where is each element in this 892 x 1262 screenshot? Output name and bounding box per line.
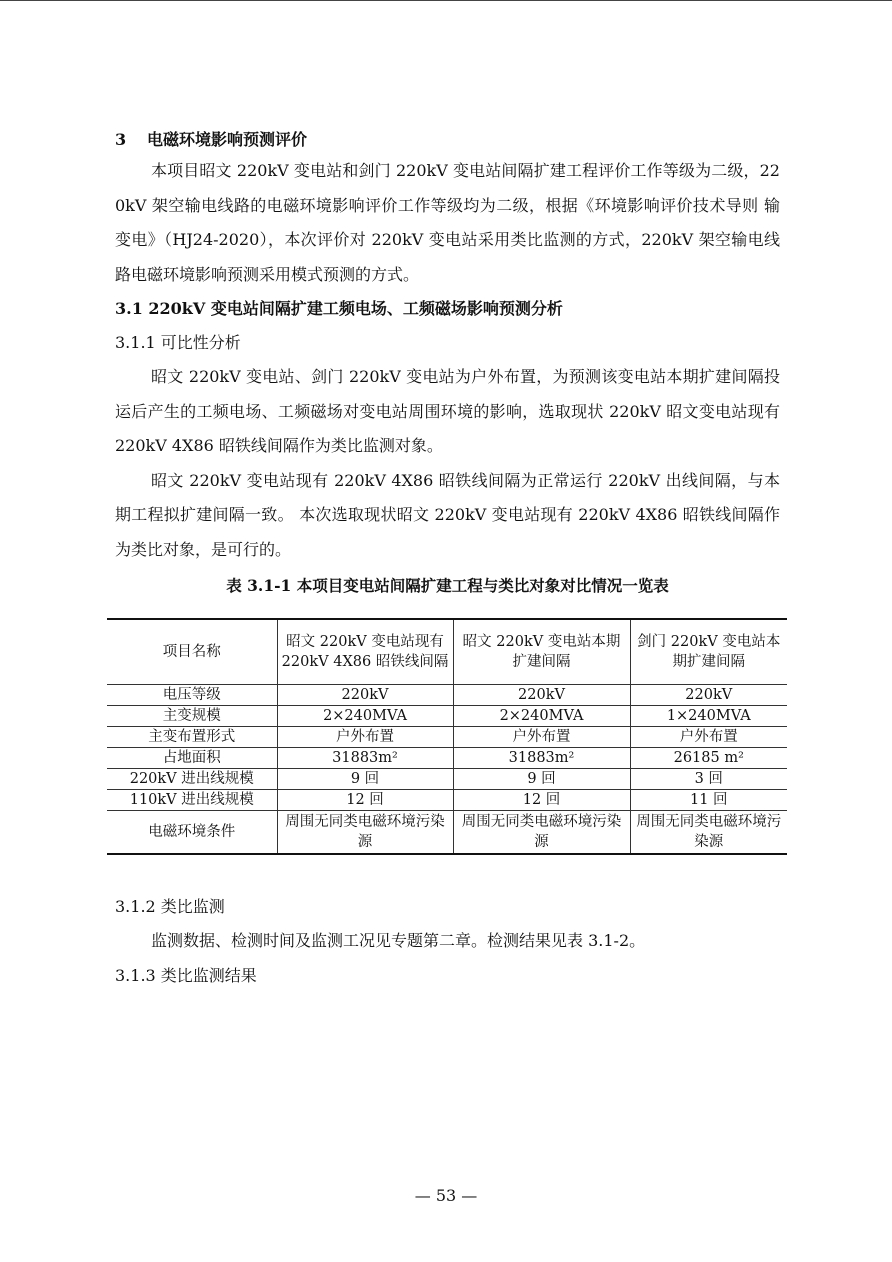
table-cell: 周围无同类电磁环境污染源 (277, 811, 453, 855)
table-cell: 2×240MVA (453, 706, 630, 727)
subsection-311-heading: 3.1.1 可比性分析 (115, 333, 241, 352)
table-cell: 主变布置形式 (107, 727, 277, 748)
comparability-paragraph-1: 昭文 220kV 变电站、剑门 220kV 变电站为户外布置，为预测该变电站本期扩建间隔投运后产生的工频电场、工频磁场对变电站周围环境的影响，选取现状 220kV 昭文变电站现有 220kV 4X86 昭铁线间隔作为类比监测对象。 (115, 367, 780, 455)
section-intro-paragraph: 本项目昭文 220kV 变电站和剑门 220kV 变电站间隔扩建工程评价工作等级为二级，220kV 架空输电线路的电磁环境影响评价工作等级均为二级，根据《环境影响评价技术导则 输变电》（HJ24-2020），本次评价对 220kV 变电站采用类比监测的方式，220kV 架空输电线路电磁环境影响预测采用模式预测的方式。 (115, 161, 780, 284)
table-cell: 11 回 (630, 790, 787, 811)
table-caption: 表 3.1-1 本项目变电站间隔扩建工程与类比对象对比情况一览表 (226, 576, 669, 595)
section-number: 3 (115, 130, 127, 149)
table-cell: 周围无同类电磁环境污染源 (630, 811, 787, 855)
table-cell: 电磁环境条件 (107, 811, 277, 855)
table-cell: 9 回 (277, 769, 453, 790)
table-cell: 周围无同类电磁环境污染源 (453, 811, 630, 855)
table-cell: 户外布置 (277, 727, 453, 748)
table-row (107, 706, 787, 727)
comparison-table-container (107, 618, 787, 855)
table-header-cell: 昭文 220kV 变电站本期扩建间隔 (453, 619, 630, 685)
table-row (107, 811, 787, 855)
table-row (107, 748, 787, 769)
subsection-313-heading: 3.1.3 类比监测结果 (115, 965, 257, 985)
lower-content (115, 890, 780, 993)
table-cell: 户外布置 (630, 727, 787, 748)
table-cell: 31883m² (453, 748, 630, 769)
table-cell: 1×240MVA (630, 706, 787, 727)
section-title: 电磁环境影响预测评价 (147, 130, 308, 149)
table-cell: 占地面积 (107, 748, 277, 769)
table-cell: 220kV (630, 685, 787, 706)
subsection-heading: 3.1 220kV 变电站间隔扩建工频电场、工频磁场影响预测分析 (115, 299, 563, 318)
table-cell: 主变规模 (107, 706, 277, 727)
table-header-cell: 项目名称 (107, 619, 277, 685)
table-header-row (107, 619, 787, 685)
table-row (107, 769, 787, 790)
table-cell: 12 回 (277, 790, 453, 811)
table-row (107, 727, 787, 748)
document-body (115, 128, 780, 603)
table-cell: 12 回 (453, 790, 630, 811)
monitoring-paragraph: 监测数据、检测时间及监测工况见专题第二章。检测结果见表 3.1-2。 (151, 931, 646, 950)
table-row (107, 685, 787, 706)
table-row (107, 790, 787, 811)
table-cell: 26185 m² (630, 748, 787, 769)
table-cell: 电压等级 (107, 685, 277, 706)
table-cell: 31883m² (277, 748, 453, 769)
section-heading (115, 128, 780, 152)
table-cell: 220kV (453, 685, 630, 706)
table-cell: 110kV 进出线规模 (107, 790, 277, 811)
table-cell: 9 回 (453, 769, 630, 790)
table-cell: 3 回 (630, 769, 787, 790)
subsection-312-heading: 3.1.2 类比监测 (115, 897, 225, 916)
comparability-paragraph-2: 昭文 220kV 变电站现有 220kV 4X86 昭铁线间隔为正常运行 220kV 出线间隔，与本期工程拟扩建间隔一致。 本次选取现状昭文 220kV 变电站现有 220kV 4X86 昭铁线间隔作为类比对象，是可行的。 (115, 470, 780, 559)
table-cell: 220kV (277, 685, 453, 706)
table-cell: 220kV 进出线规模 (107, 769, 277, 790)
table-header-cell: 剑门 220kV 变电站本期扩建间隔 (630, 619, 787, 685)
table-header-cell: 昭文 220kV 变电站现有 220kV 4X86 昭铁线间隔 (277, 619, 453, 685)
table-cell: 2×240MVA (277, 706, 453, 727)
comparison-table (107, 618, 787, 855)
top-border-line (0, 0, 892, 1)
table-cell: 户外布置 (453, 727, 630, 748)
page-number: — 53 — (414, 1186, 478, 1205)
